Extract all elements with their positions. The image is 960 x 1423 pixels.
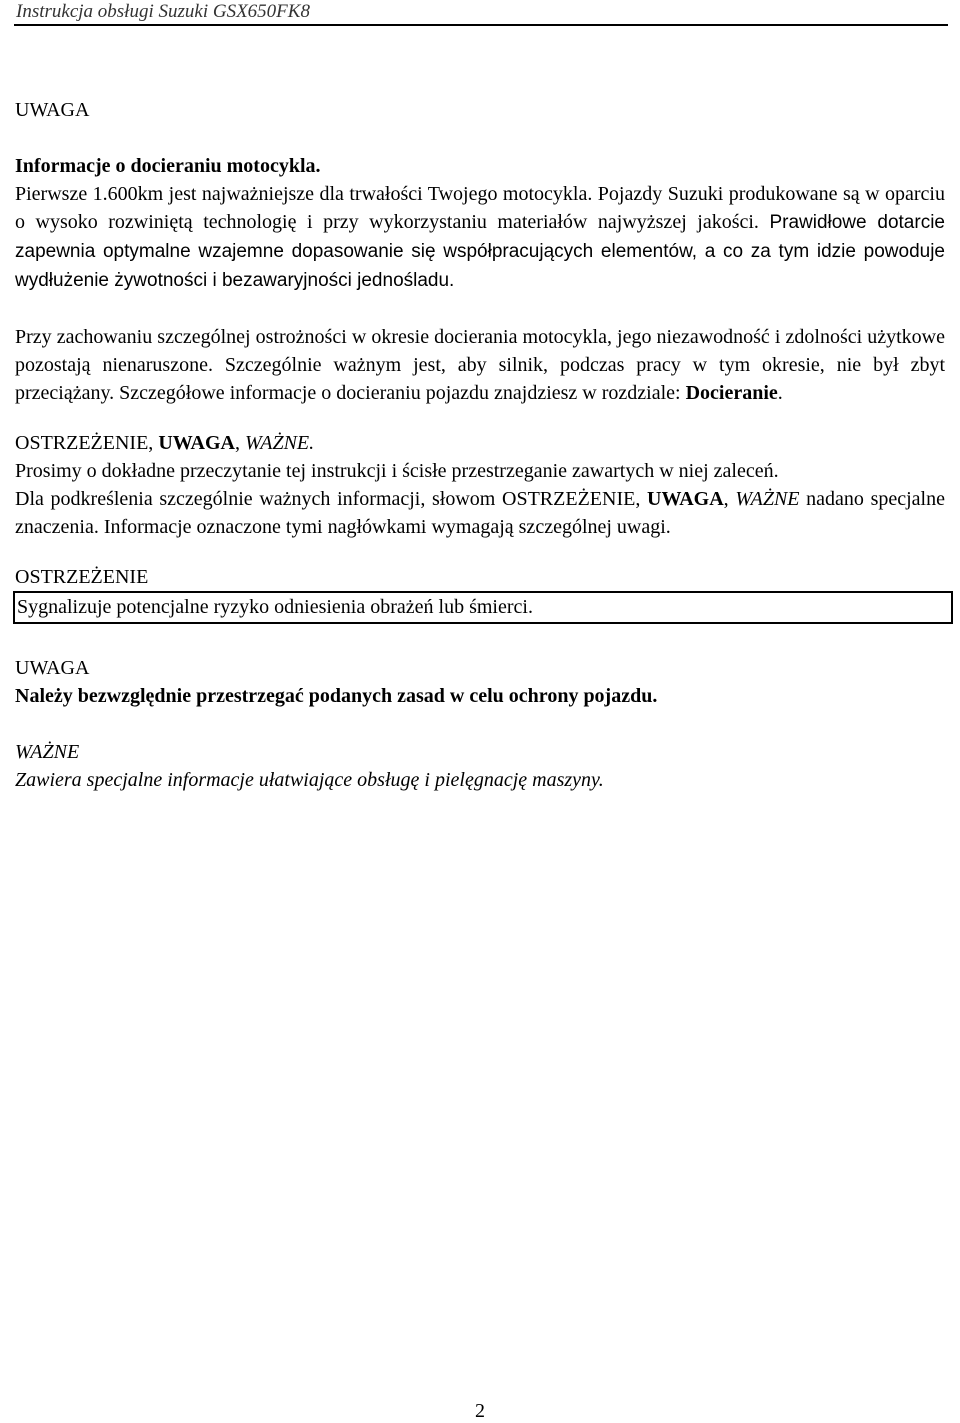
section-subheading: Informacje o docieraniu motocykla. [15, 155, 321, 177]
label-warning: OSTRZEŻENIE, [15, 432, 159, 454]
labels-meaning-text: Dla podkreślenia szczególnie ważnych informacji, słowom OSTRZEŻENIE, [15, 488, 647, 510]
paragraph-labels-meaning [15, 485, 945, 541]
labels-meaning-text-end: nadano specjalne znaczenia. Informacje oznaczone tymi nagłówkami wymagają szczególnej uwagi. [15, 488, 945, 538]
paragraph-break-in-text: Przy zachowaniu szczególnej ostrożności w okresie docierania motocykla, jego niezawodność i zdolności użytkowe pozostają nienaruszone. Szczególnie ważnym jest, aby silnik, podczas pracy w tym okresie, nie był zbyt przeciążany. Szczegółowe informacje o docieraniu pojazdu znajdziesz w rozdziale: [15, 326, 945, 404]
chapter-reference: Docieranie [685, 382, 778, 404]
note-label: WAŻNE [15, 741, 80, 763]
header-title: Instrukcja obsługi Suzuki GSX650FK8 [16, 1, 310, 22]
label-note: WAŻNE. [244, 432, 315, 454]
paragraph-intro-serif: Pierwsze 1.600km jest najważniejsze dla trwałości Twojego motocykla. Pojazdy Suzuki produkowane są w oparciu o wysoko rozwiniętą technologię i przy wykorzystaniu materiałów najwyższej jakości. [15, 183, 945, 233]
warning-text: Sygnalizuje potencjalne ryzyko odniesienia obrażeń lub śmierci. [17, 596, 533, 618]
document-body [15, 96, 945, 794]
page-number: 2 [475, 1400, 485, 1422]
labels-meaning-caution: UWAGA [647, 488, 724, 510]
label-separator: , [234, 432, 245, 454]
labels-heading [15, 429, 945, 457]
paragraph-end: . [777, 382, 783, 404]
label-caution: UWAGA [158, 432, 235, 454]
section-heading-uwaga: UWAGA [15, 99, 90, 121]
labels-meaning-separator: , [723, 488, 736, 510]
note-text: Zawiera specjalne informacje ułatwiające obsługę i pielęgnację maszyny. [15, 769, 604, 791]
paragraph-break-in [15, 323, 945, 407]
page-header [14, 0, 948, 26]
paragraph-read-carefully: Prosimy o dokładne przeczytanie tej instrukcji i ścisłe przestrzeganie zawartych w niej zaleceń. [15, 460, 779, 482]
paragraph-intro-sans: Prawidłowe dotarcie zapewnia optymalne wzajemne dopasowanie się współpracujących elementów, a co za tym idzie powoduje wydłużenie żywotności i bezawaryjności jednośladu. [15, 212, 945, 291]
paragraph-intro [15, 180, 945, 295]
warning-label: OSTRZEŻENIE [15, 566, 149, 588]
warning-box [13, 591, 953, 624]
labels-meaning-note: WAŻNE [735, 488, 800, 510]
caution-text: Należy bezwzględnie przestrzegać podanych zasad w celu ochrony pojazdu. [15, 685, 658, 707]
caution-label: UWAGA [15, 657, 90, 679]
